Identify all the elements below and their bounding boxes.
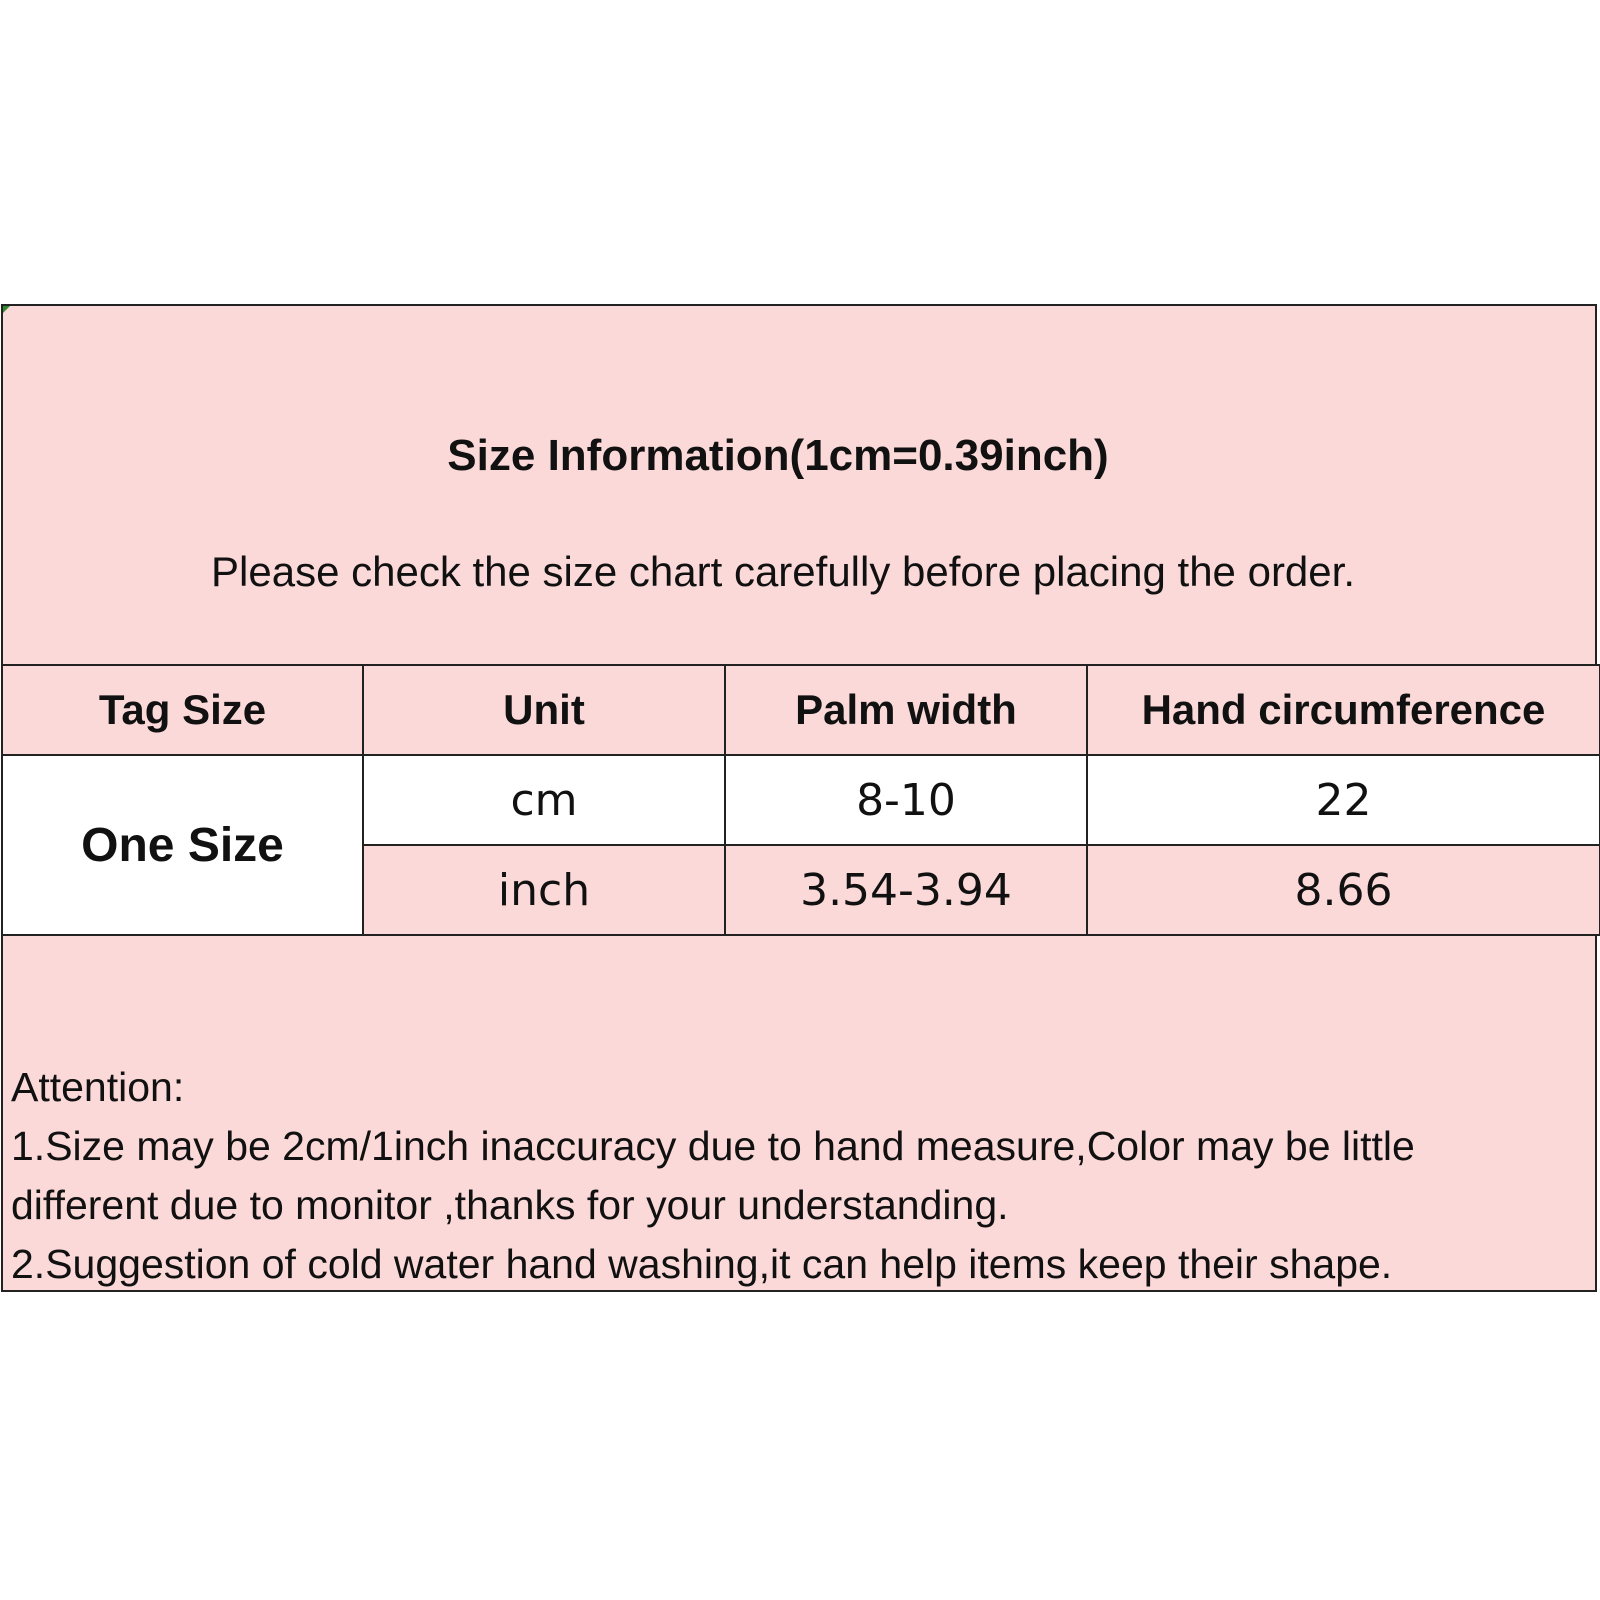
attention-line: 1.Size may be 2cm/1inch inaccuracy due to hand measure,Color may be little [11, 1123, 1415, 1169]
header-tag-size: Tag Size [2, 665, 363, 755]
hand-circumference-cell: 22 [1087, 755, 1600, 845]
corner-marker [3, 306, 10, 313]
size-chart-instruction: Please check the size chart carefully before placing the order. [211, 548, 1355, 595]
attention-heading: Attention: [11, 1064, 185, 1110]
tag-size-value: One Size [2, 755, 363, 935]
palm-width-cell: 8-10 [725, 755, 1087, 845]
attention-line: 2.Suggestion of cold water hand washing,it can help items keep their shape. [11, 1241, 1393, 1287]
header-unit: Unit [363, 665, 725, 755]
table-row [2, 755, 1600, 845]
unit-cell: inch [363, 845, 725, 935]
header-hand-circumference: Hand circumference [1087, 665, 1600, 755]
size-info-title: Size Information(1cm=0.39inch) [447, 431, 1109, 480]
unit-cell: cm [363, 755, 725, 845]
attention-line: different due to monitor ,thanks for your understanding. [11, 1182, 1009, 1228]
attention-notes [11, 1058, 1591, 1294]
header-palm-width: Palm width [725, 665, 1087, 755]
size-chart-panel [1, 304, 1597, 1292]
palm-width-cell: 3.54-3.94 [725, 845, 1087, 935]
size-table [1, 664, 1600, 936]
hand-circumference-cell: 8.66 [1087, 845, 1600, 935]
table-header-row [2, 665, 1600, 755]
